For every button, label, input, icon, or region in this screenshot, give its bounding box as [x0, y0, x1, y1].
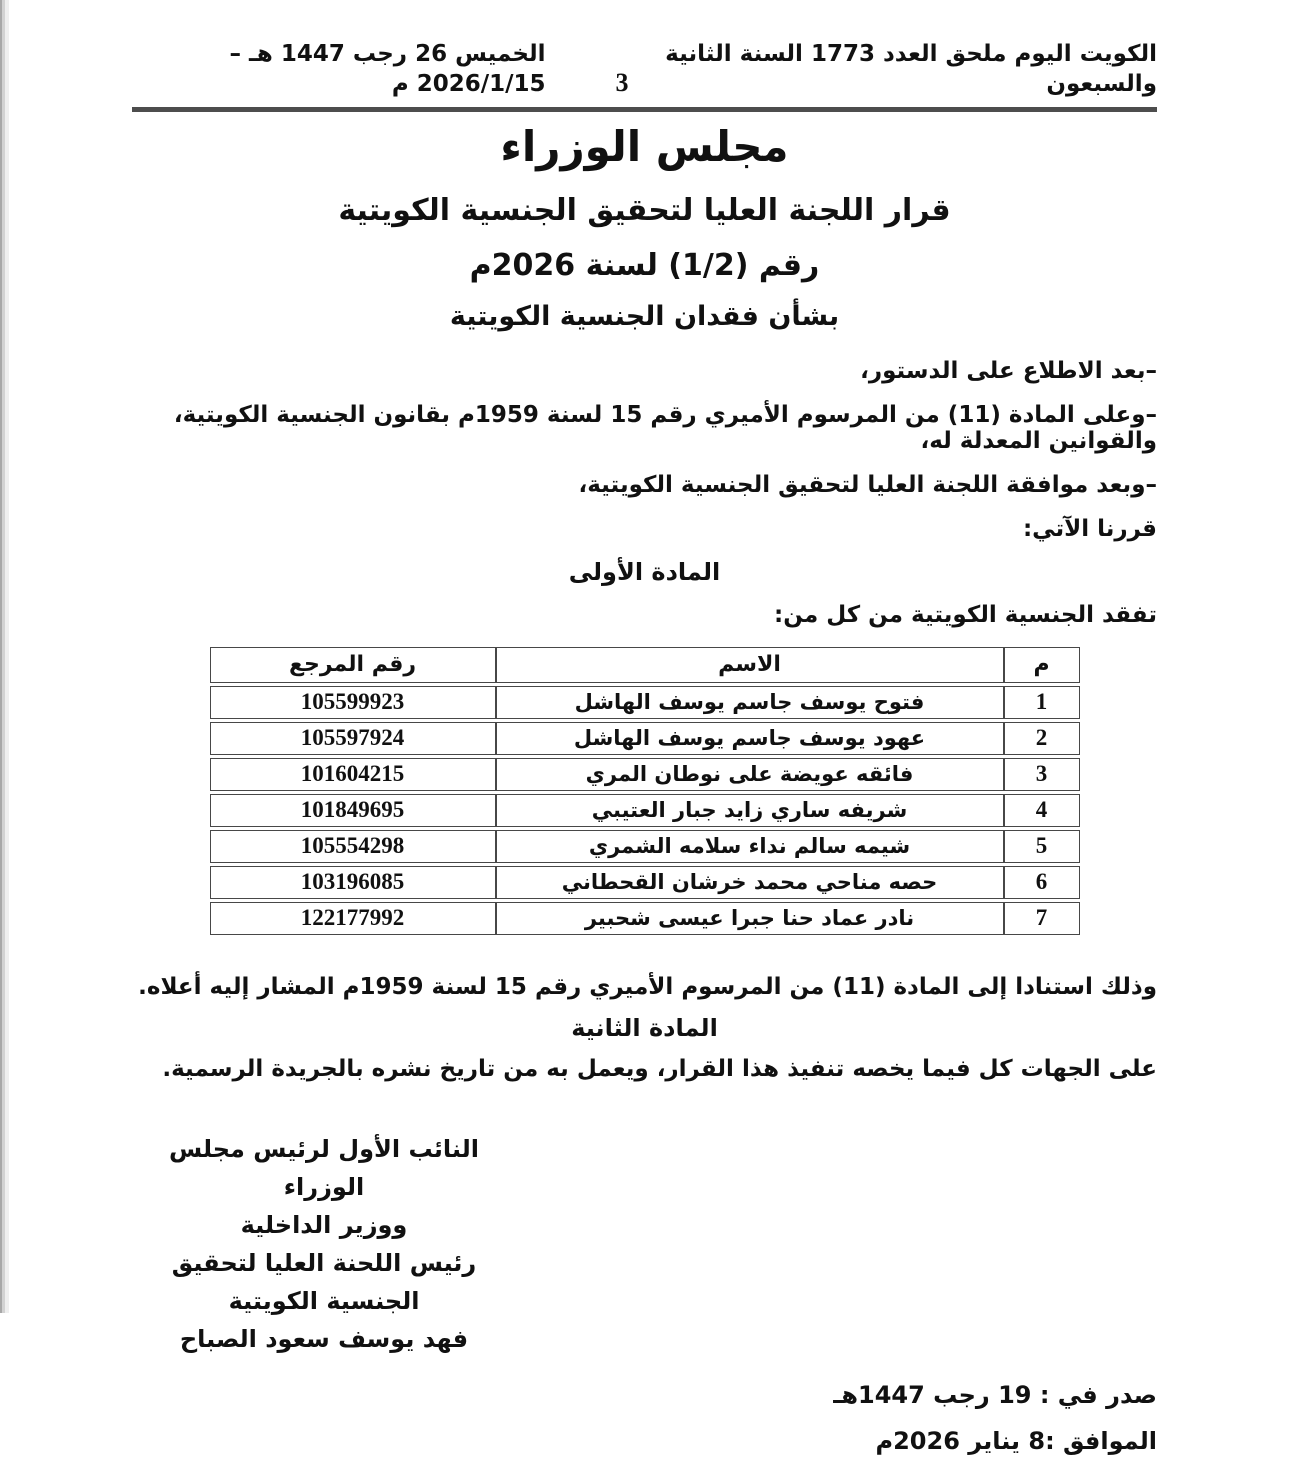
- legal-basis-line: وذلك استنادا إلى المادة (11) من المرسوم الأميري رقم 15 لسنة 1959م المشار إليه أعلاه.: [138, 973, 1157, 1000]
- row-reference: 101849695: [210, 794, 496, 827]
- row-reference: 105599923: [210, 686, 496, 719]
- row-name: حصه مناحي محمد خرشان القحطاني: [496, 866, 1004, 899]
- row-reference: 103196085: [210, 866, 496, 899]
- decide-line: قررنا الآتي:: [1022, 515, 1157, 542]
- table-row: [210, 686, 1080, 719]
- article-one-heading: المادة الأولى: [568, 557, 721, 586]
- preamble-line: –وعلى المادة (11) من المرسوم الأميري رقم 15 لسنة 1959م بقانون الجنسية الكويتية، والقوانين المعدلة له،: [173, 401, 1157, 454]
- header-double-rule: [132, 107, 1157, 112]
- table-row: [210, 830, 1080, 863]
- row-name: فتوح يوسف جاسم يوسف الهاشل: [496, 686, 1004, 719]
- decision-number: رقم (1/2) لسنة 2026م: [469, 247, 820, 283]
- table-row: [210, 794, 1080, 827]
- table-row: [210, 902, 1080, 935]
- col-header-index: م: [1004, 647, 1080, 683]
- decision-subject: بشأن فقدان الجنسية الكويتية: [449, 300, 840, 332]
- row-reference: 105554298: [210, 830, 496, 863]
- signature-block: [144, 1130, 504, 1358]
- row-name: نادر عماد حنا جبرا عيسى شحبير: [496, 902, 1004, 935]
- table-row: [210, 866, 1080, 899]
- decision-title: قرار اللجنة العليا لتحقيق الجنسية الكويتية: [338, 192, 951, 228]
- table-row: [210, 758, 1080, 791]
- row-index: 3: [1004, 758, 1080, 791]
- col-header-name: الاسم: [496, 647, 1004, 683]
- article-two-body: على الجهات كل فيما يخصه تنفيذ هذا القرار، ويعمل به من تاريخ نشره بالجريدة الرسمية.: [162, 1055, 1157, 1082]
- row-name: شريفه ساري زايد جبار العتيبي: [496, 794, 1004, 827]
- table-header-row: [210, 647, 1080, 683]
- article-one-intro: تفقد الجنسية الكويتية من كل من:: [774, 601, 1157, 628]
- header-date-line: الخميس 26 رجب 1447 هـ – 2026/1/15 م: [229, 41, 546, 97]
- issued-dates-block: [132, 1372, 1157, 1464]
- row-name: فائقه عويضة على نوطان المري: [496, 758, 1004, 791]
- signatory-title-line: ووزير الداخلية: [240, 1210, 408, 1239]
- title-block: [132, 122, 1157, 332]
- issued-gregorian-date: الموافق :8 يناير 2026م: [875, 1426, 1157, 1455]
- article-two-heading: المادة الثانية: [571, 1013, 718, 1042]
- row-reference: 105597924: [210, 722, 496, 755]
- signatory-name: فهد يوسف سعود الصباح: [179, 1324, 469, 1353]
- row-index: 5: [1004, 830, 1080, 863]
- issued-hijri-date: صدر في : 19 رجب 1447هـ: [833, 1380, 1157, 1409]
- table-row: [210, 722, 1080, 755]
- row-index: 6: [1004, 866, 1080, 899]
- row-reference: 122177992: [210, 902, 496, 935]
- col-header-reference: رقم المرجع: [210, 647, 496, 683]
- signatory-title-line: النائب الأول لرئيس مجلس الوزراء: [169, 1134, 479, 1201]
- running-header: [132, 40, 1157, 100]
- header-issue-line: الكويت اليوم ملحق العدد 1773 السنة الثانية والسبعون: [665, 41, 1157, 97]
- preamble-line: –وبعد موافقة اللجنة العليا لتحقيق الجنسية الكويتية،: [578, 471, 1157, 498]
- page-number: 3: [615, 67, 629, 97]
- preamble-line: –بعد الاطلاع على الدستور،: [860, 357, 1157, 384]
- row-name: شيمه سالم نداء سلامه الشمري: [496, 830, 1004, 863]
- row-name: عهود يوسف جاسم يوسف الهاشل: [496, 722, 1004, 755]
- row-reference: 101604215: [210, 758, 496, 791]
- signatory-title-line: رئيس اللحنة العليا لتحقيق الجنسية الكويتية: [171, 1248, 477, 1315]
- row-index: 1: [1004, 686, 1080, 719]
- row-index: 2: [1004, 722, 1080, 755]
- names-table: [210, 644, 1080, 938]
- row-index: 4: [1004, 794, 1080, 827]
- issuing-authority-title: مجلس الوزراء: [500, 121, 789, 171]
- row-index: 7: [1004, 902, 1080, 935]
